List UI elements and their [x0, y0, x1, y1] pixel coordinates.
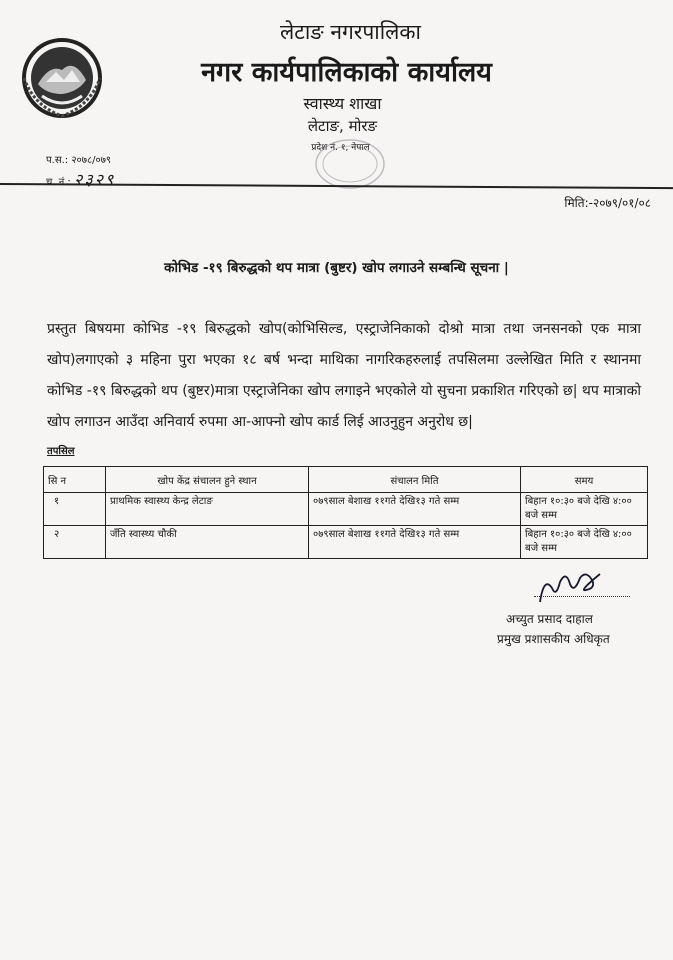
handwritten-signature: [530, 568, 610, 608]
municipality-name: लेटाङ नगरपालिका: [280, 20, 421, 44]
row-sn: १: [44, 493, 106, 526]
signature-line: [534, 596, 630, 597]
office-name: नगर कार्यपालिकाको कार्यालय: [201, 57, 492, 88]
notice-subject: कोभिड -१९ बिरुद्धको थप मात्रा (बुष्टर) खोप लगाउने सम्बन्धि सूचना |: [164, 260, 509, 276]
signatory-name: अच्युत प्रसाद दाहाल: [506, 612, 593, 626]
header-sn: सि न: [44, 467, 106, 493]
province-line: प्रदेश नं. १, नेपाल: [311, 143, 370, 153]
dispatch-ref: [46, 168, 115, 190]
dispatch-number: २३२९: [74, 170, 116, 189]
row-date: ०७९साल बेशाख ११गते देखि१३ गते सम्म: [309, 493, 521, 526]
table-header-row: [44, 467, 648, 493]
row-place: जँति स्वास्थ्य चौकी: [106, 526, 309, 559]
fiscal-year-ref: प.स.: २०७८/०७९: [46, 155, 112, 166]
header-place: खोप केंद्र संचालन हुने स्थान: [106, 467, 309, 493]
office-location: लेटाङ, मोरङ: [307, 117, 378, 135]
office-stamp: [314, 138, 386, 190]
dispatch-label: च. नं.:: [46, 177, 71, 188]
row-date: ०७९साल बेशाख ११गते देखि१३ गते सम्म: [309, 526, 521, 559]
table-row: [44, 493, 648, 526]
details-label: तपसिल: [47, 446, 75, 457]
row-time: बिहान १०:३० बजे देखि ४:०० बजे सम्म: [521, 493, 648, 526]
branch-name: स्वास्थ्य शाखा: [303, 94, 382, 113]
row-place: प्राथमिक स्वास्थ्य केन्द्र लेटाङ: [106, 493, 309, 526]
vaccination-schedule-table: [43, 466, 648, 559]
notice-body: प्रस्तुत बिषयमा कोभिड -१९ बिरुद्धको खोप(कोभिसिल्ड, एस्ट्राजेनिकाको दोश्रो मात्रा तथा जनसनको एक मात्रा खोप)लगाएको ३ महिना पुरा भएका १८ बर्ष भन्दा माथिका नागरिकहरुलाई तपसिलमा उल्लेखित मिति र स्थानमा कोभिड -१९ बिरुद्धको थप (बुष्टर)मात्रा एस्ट्राजेनिका खोप लगाइने भएकोले यो सुचना प्रकाशित गरिएको छ| थप मात्राको खोप लगाउन आउँदा अनिवार्य रुपमा आ-आफ्नो खोप कार्ड लिई आउनुहुन अनुरोध छ|: [47, 321, 641, 430]
row-sn: २: [44, 526, 106, 559]
signatory-title: प्रमुख प्रशासकीय अधिकृत: [497, 632, 610, 646]
header-time: समय: [521, 467, 648, 493]
notice-date: मिति:-२०७९/०१/०८: [564, 196, 651, 210]
table-row: [44, 526, 648, 559]
row-time: बिहान १०:३० बजे देखि ४:०० बजे सम्म: [521, 526, 648, 559]
header-date: संचालन मिति: [309, 467, 521, 493]
